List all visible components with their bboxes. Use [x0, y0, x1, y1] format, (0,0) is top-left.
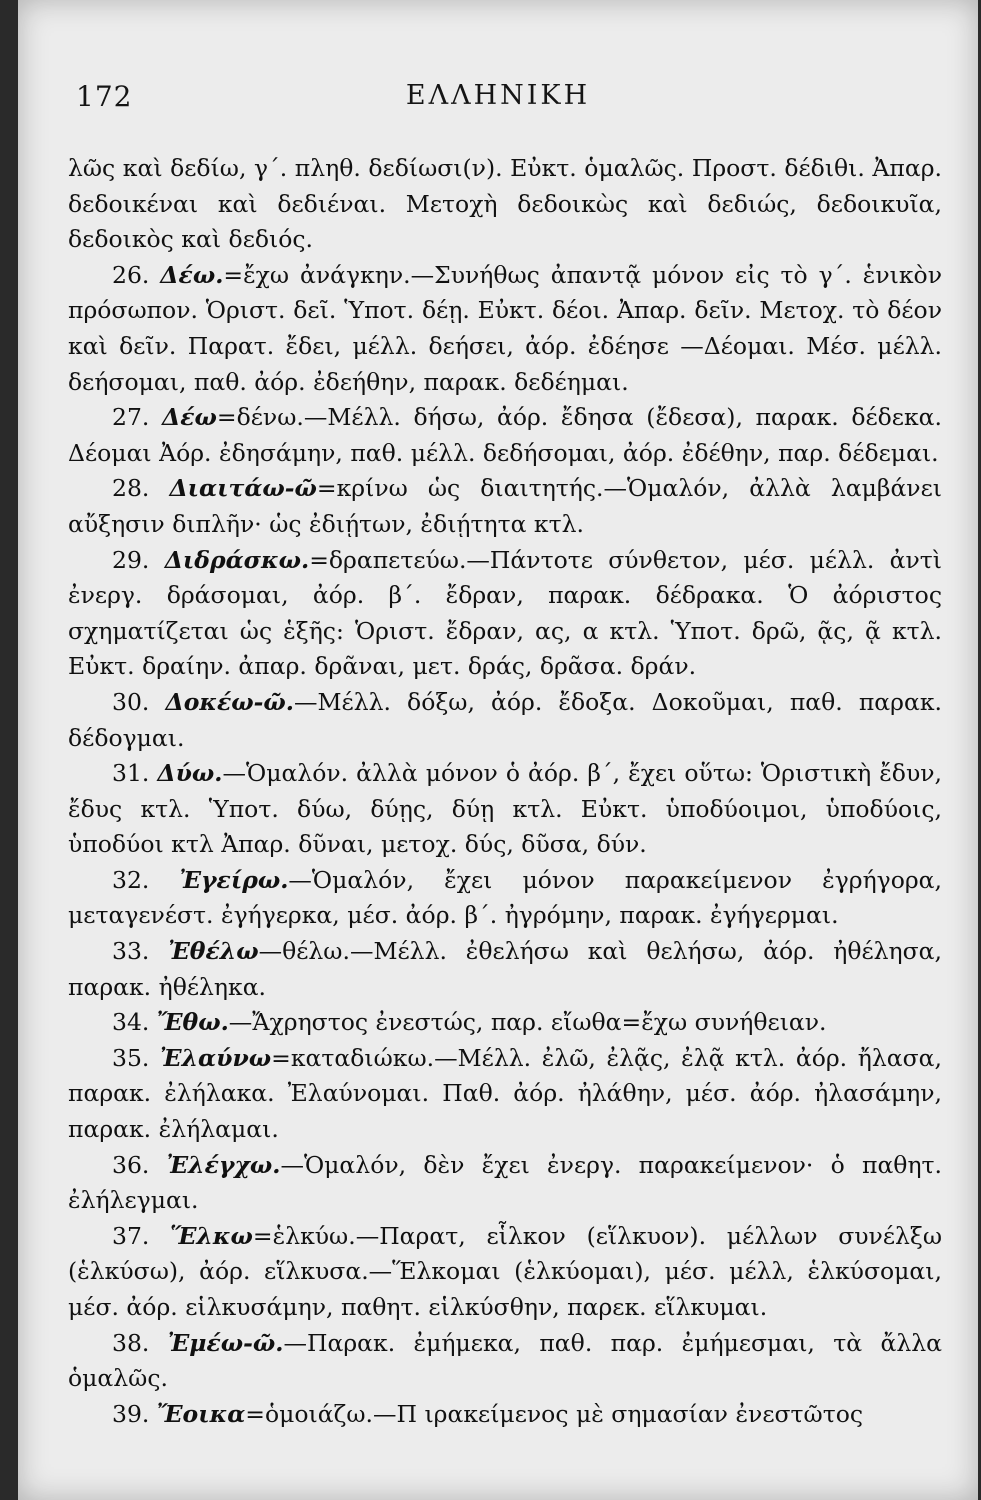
entry-number: 30.: [112, 687, 166, 716]
entry-39: [68, 1397, 942, 1433]
entry-number: 35.: [112, 1043, 161, 1072]
entry-text: λῶς καὶ δεδίω, γ΄. πληθ. δεδίωσι(ν). Εὐκτ. ὁμαλῶς. Προστ. δέδιθι. Ἀπαρ. δεδοικέναι καὶ δεδιέναι. Μετοχὴ δεδοικὼς καὶ δεδιώς, δεδοικυῖα, δεδοικὸς καὶ δεδιός.: [68, 154, 942, 254]
entry-headword: Ἐγείρω.: [179, 865, 289, 894]
entry-35: [68, 1041, 942, 1148]
book-page: [18, 0, 978, 1500]
entry-number: 29.: [112, 545, 165, 574]
entry-headword: Δέω: [162, 403, 217, 432]
entry-headword: Ἔθω.: [156, 1008, 229, 1037]
entry-headword: Ἔοικα: [156, 1399, 246, 1428]
entry-38: [68, 1326, 942, 1397]
entry-number: 37.: [112, 1221, 171, 1250]
entry-29: [68, 543, 942, 685]
entry-number: 26.: [112, 260, 161, 289]
entry-text: —θέλω.—Μέλλ. ἐθελήσω καὶ θελήσω, ἀόρ. ἠθέλησα, παρακ. ἠθέληκα.: [68, 937, 943, 1001]
running-title: ΕΛΛΗΝΙΚΗ: [405, 80, 591, 111]
entry-headword: Δέω.: [160, 260, 224, 289]
entry-30: [68, 685, 942, 756]
entry-number: 38.: [112, 1328, 168, 1357]
entry-text: =ἑλκύω.—Παρατ, εἷλκον (εἵλκυον). μέλλων συνέλξω (ἑλκύσω), ἀόρ. εἵλκυσα.—Ἕλκομαι (ἑλκύομαι), μέσ. μέλλ, ἑλκύσομαι, μέσ. ἀόρ. εἱλκυσάμην, παθητ. εἱλκύσθην, παρεκ. εἵλκυμαι.: [68, 1221, 943, 1321]
entry-text: =κρίνω ὡς διαιτητής.—Ὁμαλόν, ἀλλὰ λαμβάνει αὔξησιν διπλῆν· ὡς ἐδιῄτων, ἐδιῄτητα κτλ.: [68, 474, 942, 538]
entry-number: 27.: [112, 403, 162, 432]
body-text: [68, 151, 942, 1432]
entry-36: [68, 1148, 942, 1219]
entry-continuation: [68, 151, 942, 258]
entry-text: =δένω.—Μέλλ. δήσω, ἀόρ. ἔδησα (ἔδεσα), παρακ. δέδεκα. Δέομαι Ἀόρ. ἐδησάμην, παθ. μέλλ. δεδήσομαι, ἀόρ. ἐδέθην, παρ. δέδεμαι.: [68, 403, 942, 467]
entry-27: [68, 400, 942, 471]
entry-32: [68, 863, 942, 934]
entry-text: =καταδιώκω.—Μέλλ. ἐλῶ, ἐλᾷς, ἐλᾷ κτλ. ἀόρ. ἤλασα, παρακ. ἐλήλακα. Ἐλαύνομαι. Παθ. ἀόρ. ἠλάθην, μέσ. ἀόρ. ἠλασάμην, παρακ. ἐλήλαμαι.: [68, 1043, 943, 1144]
entry-headword: Ἐθέλω: [168, 937, 259, 966]
entry-33: [68, 934, 942, 1005]
entry-text: =δραπετεύω.—Πάντοτε σύνθετον, μέσ. μέλλ. ἀντὶ ἐνεργ. δράσομαι, ἀόρ. β΄. ἔδραν, παρακ. δέδρακα. Ὁ ἀόριστος σχηματίζεται ὡς ἑξῆς: Ὁριστ. ἔδραν, ας, α κτλ. Ὑποτ. δρῶ, ᾷς, ᾷ κτλ. Εὐκτ. δραίην. ἀπαρ. δρᾶναι, μετ. δράς, δρᾶσα. δράν.: [68, 545, 943, 681]
entry-headword: Ἐμέω-ῶ.: [167, 1328, 284, 1357]
entry-number: 36.: [112, 1150, 167, 1179]
entry-26: [68, 258, 942, 400]
entry-headword: Ἐλαύνω: [160, 1043, 272, 1072]
entry-number: 34.: [112, 1008, 157, 1037]
entry-text: —Ὁμαλόν, δὲν ἔχει ἐνεργ. παρακείμενον· ὁ παθητ. ἐλήλεγμαι.: [68, 1150, 943, 1215]
entry-text: —Ἄχρηστος ἐνεστώς, παρ. εἴωθα=ἔχω συνήθειαν.: [228, 1008, 827, 1037]
entry-text: —Ὁμαλόν, ἔχει μόνον παρακείμενον ἐγρήγορα, μεταγενέστ. ἐγήγερκα, μέσ. ἀόρ. β΄. ἠγρόμην, παρακ. ἐγήγερμαι.: [68, 865, 942, 930]
entry-31: [68, 756, 942, 863]
entry-text: —Παρακ. ἐμήμεκα, παθ. παρ. ἐμήμεσμαι, τὰ ἄλλα ὁμαλῶς.: [68, 1328, 943, 1393]
entry-number: 33.: [112, 937, 169, 966]
entry-number: 32.: [112, 865, 180, 894]
entry-headword: Δοκέω-ῶ.: [165, 687, 294, 716]
entry-number: 31.: [112, 759, 158, 788]
entry-text: —Μέλλ. δόξω, ἀόρ. ἔδοξα. Δοκοῦμαι, παθ. παρακ. δέδογμαι.: [68, 687, 943, 752]
page-number: 172: [76, 80, 133, 113]
entry-headword: Διδράσκω.: [164, 545, 310, 574]
entry-headword: Διαιτάω-ῶ: [169, 474, 317, 503]
entry-34: [68, 1005, 942, 1041]
entry-text: =ἔχω ἀνάγκην.—Συνήθως ἀπαντᾷ μόνον εἰς τὸ γ΄. ἑνικὸν πρόσωπον. Ὁριστ. δεῖ. Ὑποτ. δέῃ. Εὐκτ. δέοι. Ἀπαρ. δεῖν. Μετοχ. τὸ δέον καὶ δεῖν. Παρατ. ἔδει, μέλλ. δεήσει, ἀόρ. ἐδέησε —Δέομαι. Μέσ. μέλλ. δεήσομαι, παθ. ἀόρ. ἐδεήθην, παρακ. δεδέημαι.: [68, 260, 942, 396]
entry-text: —Ὁμαλόν. ἀλλὰ μόνον ὁ ἀόρ. β΄, ἔχει οὕτω: Ὁριστικὴ ἔδυν, ἔδυς κτλ. Ὑποτ. δύω, δύῃς, δύῃ κτλ. Εὐκτ. ὑποδύοιμοι, ὑποδύοις, ὑποδύοι κτλ Ἀπαρ. δῦναι, μετοχ. δύς, δῦσα, δύν.: [68, 759, 943, 859]
entry-number: 28.: [112, 474, 170, 503]
entry-headword: Δύω.: [157, 759, 223, 788]
entry-headword: Ἐλέγχω.: [166, 1150, 281, 1179]
entry-28: [68, 471, 942, 542]
entry-37: [68, 1219, 942, 1326]
page-header: [68, 80, 928, 130]
entry-text: =ὁμοιάζω.—Π ιρακείμενος μὲ σημασίαν ἐνεστῶτος: [245, 1399, 864, 1428]
entry-headword: Ἕλκω: [170, 1221, 253, 1250]
entry-number: 39.: [112, 1399, 157, 1428]
